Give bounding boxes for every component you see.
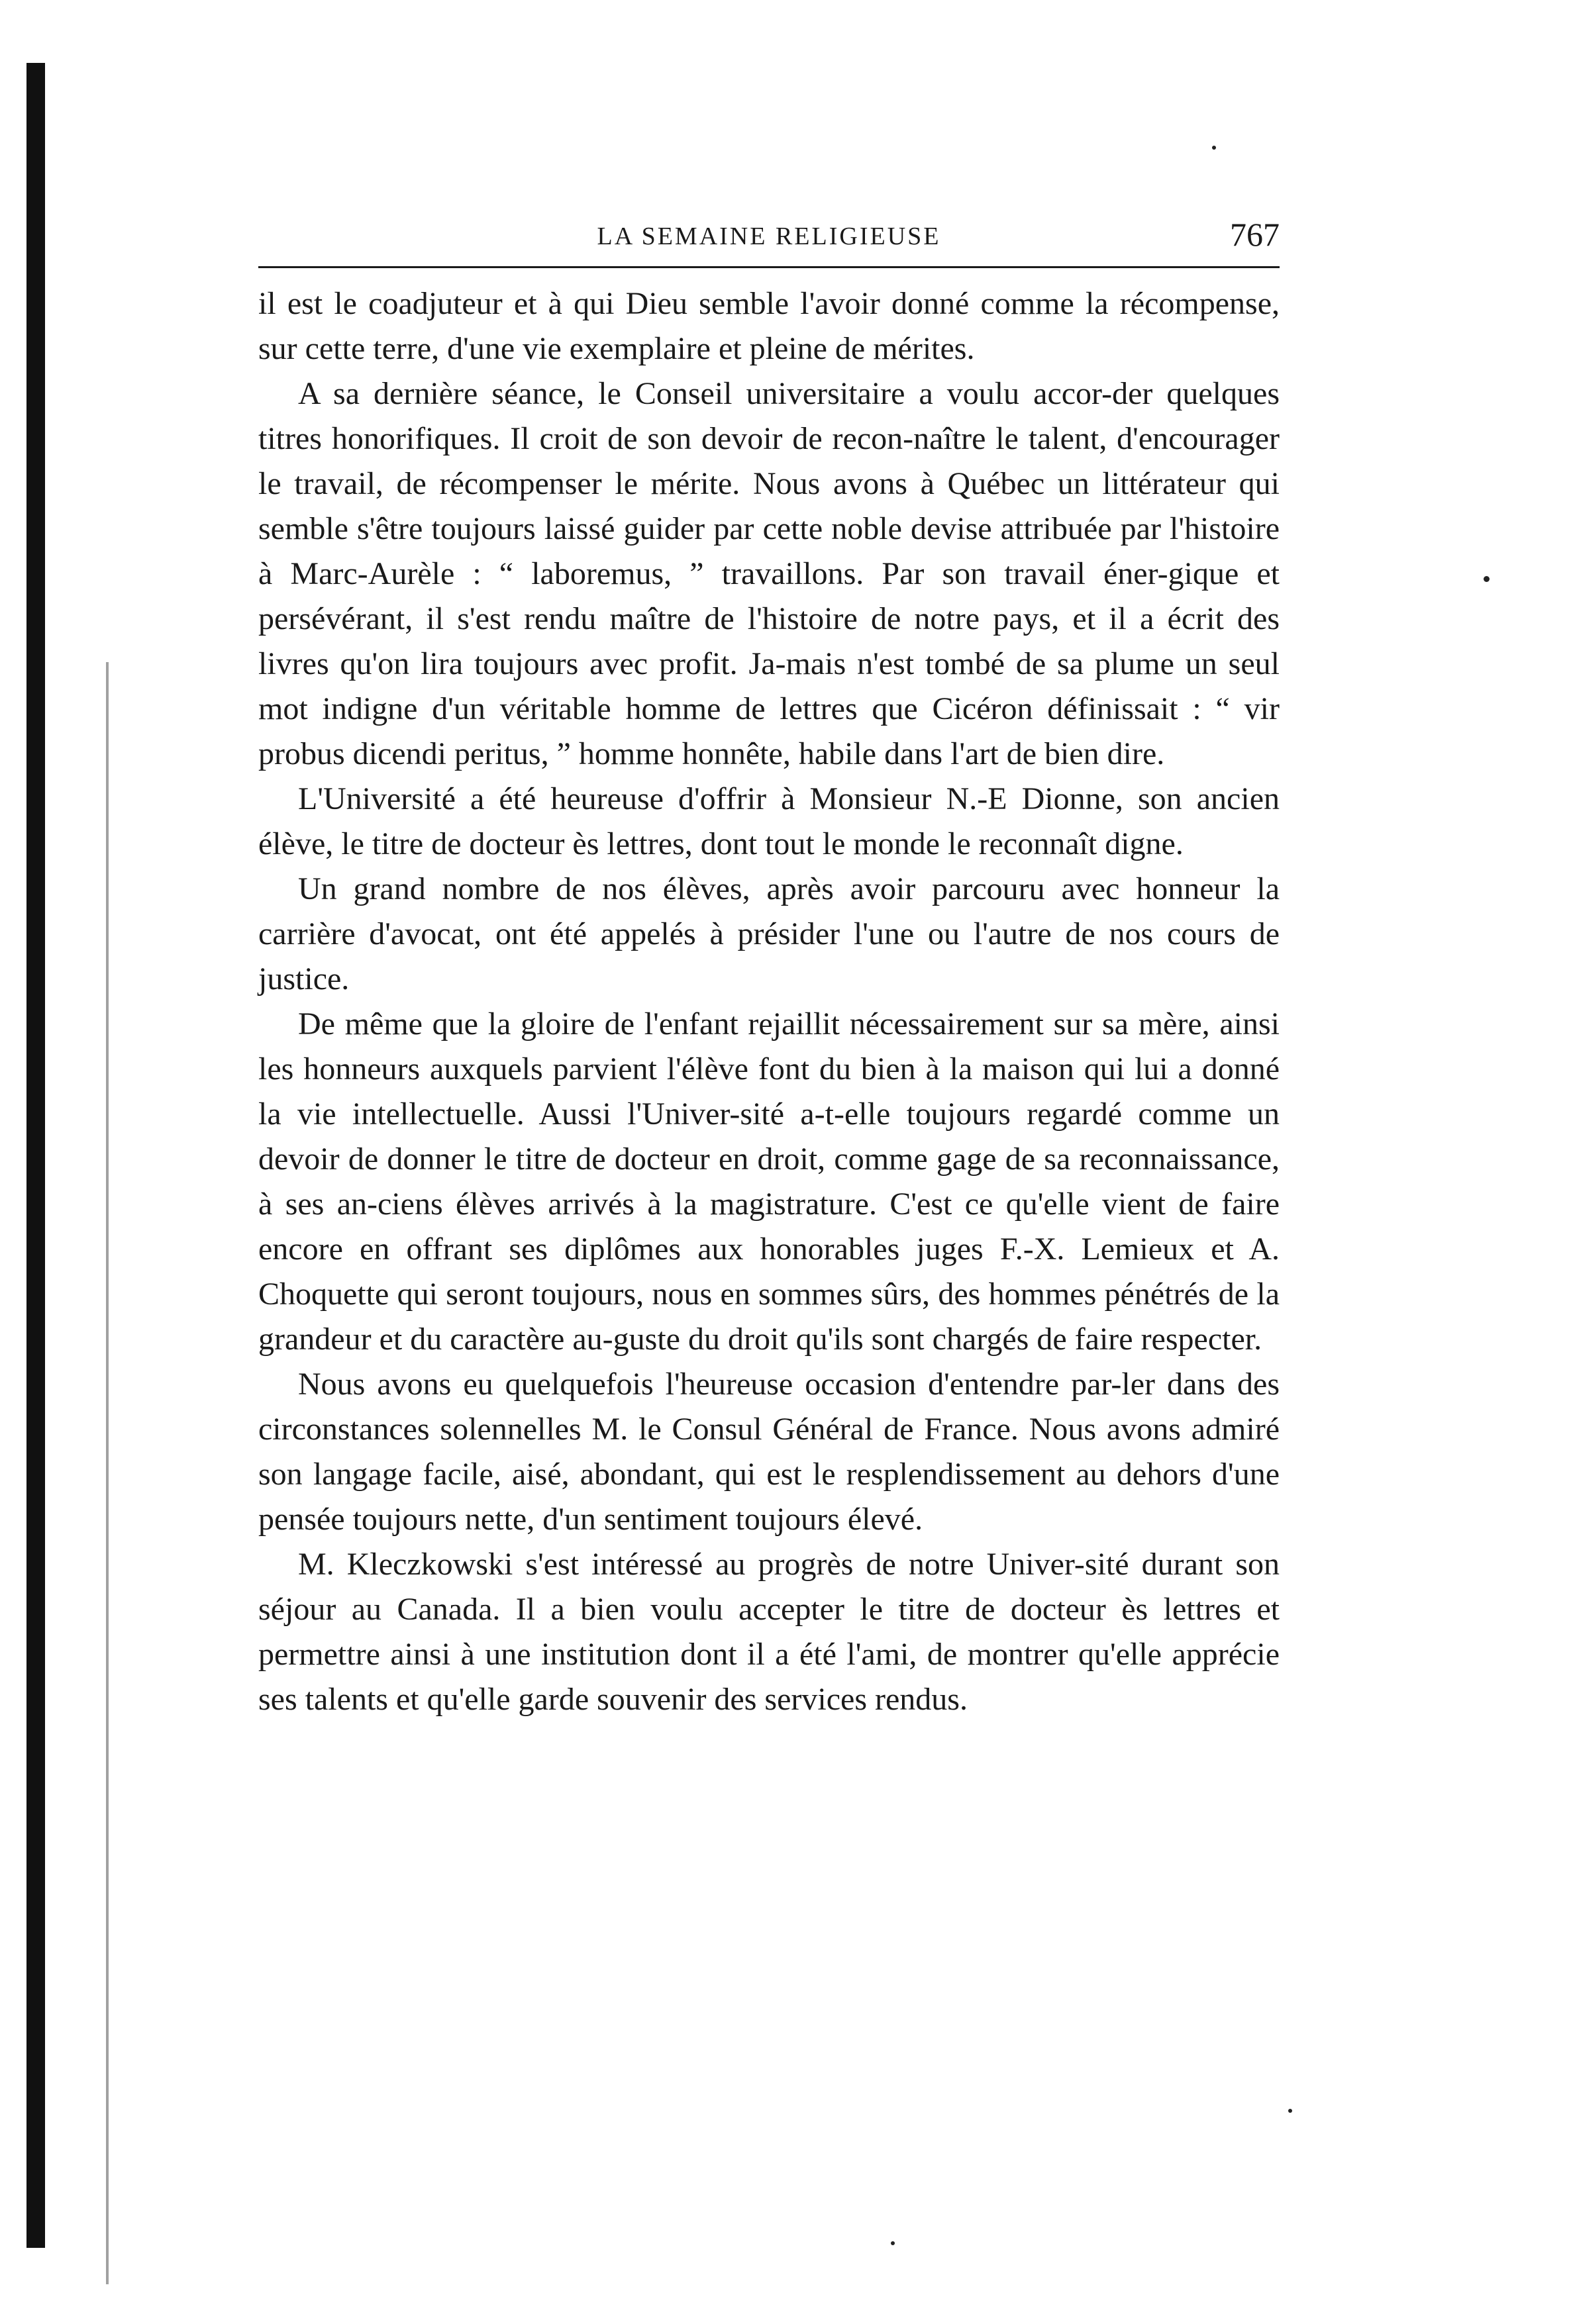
scan-speck — [1212, 146, 1216, 150]
paragraph-4: Un grand nombre de nos élèves, après avoir parcouru avec honneur la carrière d'avocat, ont été appelés à présider l'une ou l'autre de nos cours de justice. — [258, 871, 1280, 996]
scan-binding-edge — [26, 63, 45, 2248]
paragraph-6: Nous avons eu quelquefois l'heureuse occasion d'entendre par-ler dans des circonstances solennelles M. le Consul Général de France. Nous avons admiré son langage facile, aisé, abondant, qui est le resplendissement au dehors d'une pensée toujours nette, d'un sentiment toujours élevé. — [258, 1367, 1280, 1537]
paragraph-2: A sa dernière séance, le Conseil universitaire a voulu accor-der quelques titres honorifiques. Il croit de son devoir de recon-naître le talent, d'encourager le travail, de récompenser le mérite. Nous avons à Québec un littérateur qui semble s'être toujours laissé guider par cette noble devise attribuée par l'histoire à Marc-Aurèle : “ laboremus, ” travaillons. Par son travail éner-gique et persévérant, il s'est rendu maître de l'histoire de notre pays, et il a écrit des livres qu'on lira toujours avec profit. Ja-mais n'est tombé de sa plume un seul mot indigne d'un véritable homme de lettres que Cicéron définissait : “ vir probus dicendi peritus, ” homme honnête, habile dans l'art de bien dire. — [258, 376, 1280, 771]
paragraph-5: De même que la gloire de l'enfant rejaillit nécessairement sur sa mère, ainsi les honneurs auxquels parvient l'élève font du bien à la maison qui lui a donné la vie intellectuelle. Aussi l'Univer-sité a-t-elle toujours regardé comme un devoir de donner le titre de docteur en droit, comme gage de sa reconnaissance, à ses an-ciens élèves arrivés à la magistrature. C'est ce qu'elle vient de faire encore en offrant ses diplômes aux honorables juges F.-X. Lemieux et A. Choquette qui seront toujours, nous en sommes sûrs, des hommes pénétrés de la grandeur et du caractère au-guste du droit qu'ils sont chargés de faire respecter. — [258, 1006, 1280, 1357]
scan-speck — [1484, 576, 1490, 582]
article-body — [258, 281, 1280, 1722]
paragraph-3: L'Université a été heureuse d'offrir à Monsieur N.-E Dionne, son ancien élève, le titre de docteur ès lettres, dont tout le monde le reconnaît digne. — [258, 781, 1280, 861]
page-header — [258, 215, 1280, 262]
scan-margin-line — [106, 662, 109, 2284]
running-title: LA SEMAINE RELIGIEUSE — [597, 222, 941, 250]
page-number: 767 — [1230, 216, 1280, 253]
header-rule — [258, 266, 1280, 268]
scan-speck — [1288, 2109, 1292, 2113]
scan-speck — [891, 2241, 895, 2245]
paragraph-1: il est le coadjuteur et à qui Dieu semble l'avoir donné comme la récompense, sur cette terre, d'une vie exemplaire et pleine de mérites. — [258, 286, 1280, 366]
paragraph-7: M. Kleczkowski s'est intéressé au progrès de notre Univer-sité durant son séjour au Canada. Il a bien voulu accepter le titre de docteur ès lettres et permettre ainsi à une institution dont il a été l'ami, de montrer qu'elle apprécie ses talents et qu'elle garde souvenir des services rendus. — [258, 1547, 1280, 1717]
